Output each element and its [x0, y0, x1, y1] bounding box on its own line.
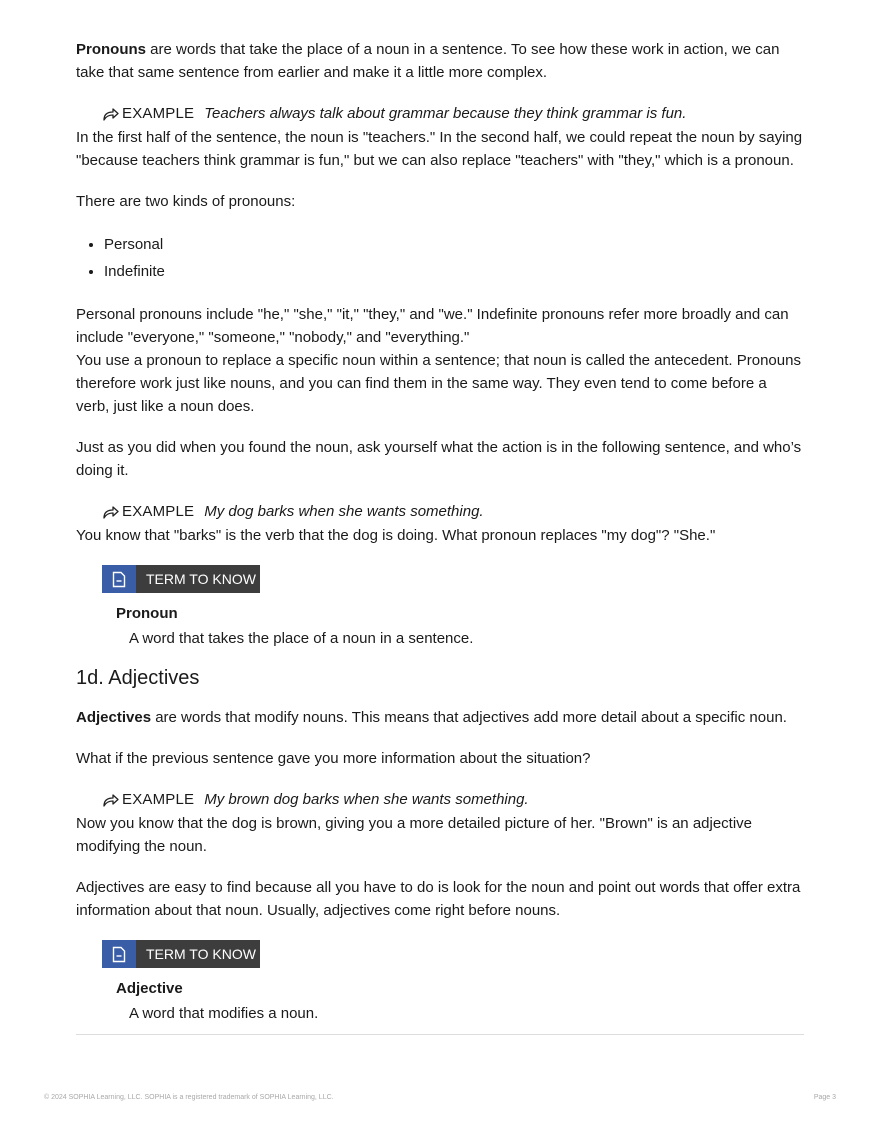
example-2	[102, 500, 804, 524]
page-content	[76, 38, 804, 1025]
adjectives-term: Adjectives	[76, 709, 152, 726]
share-arrow-icon	[102, 106, 120, 122]
document-icon	[112, 946, 126, 963]
term-to-know-label: TERM TO KNOW	[136, 565, 260, 593]
paragraph-barks: You know that "barks" is the verb that the dog is doing. What pronoun replaces "my dog"? "She."	[76, 527, 716, 544]
paragraph-brown: Now you know that the dog is brown, giving you a more detailed picture of her. "Brown" is an adjective modifying the noun.	[76, 815, 753, 855]
paragraph-two-kinds: There are two kinds of pronouns:	[76, 193, 296, 210]
paragraph-personal: Personal pronouns include "he," "she," "it," "they," and "we." Indefinite pronouns refer more broadly and can include "everyone," "someone," "nobody," and "everything."	[76, 306, 789, 346]
example-label: EXAMPLE	[122, 791, 195, 808]
section-heading: 1d. Adjectives	[76, 667, 200, 689]
pronouns-intro: Pronouns are words that take the place of a noun in a sentence. To see how these work in action, we can take that same sentence from earlier and make it a little more complex.	[76, 41, 780, 81]
paragraph-easy: Adjectives are easy to find because all you have to do is look for the noun and point out words that offer extra information about that noun. Usually, adjectives come right before nouns.	[76, 879, 801, 919]
term-definition: A word that takes the place of a noun in a sentence.	[129, 630, 474, 647]
term-to-know-adjective	[102, 940, 804, 1025]
example-1	[102, 102, 804, 126]
paragraph-first-half: In the first half of the sentence, the noun is "teachers." In the second half, we could repeat the noun by saying "because teachers think grammar is fun," but we can also replace "teachers" with "they," which is a pronoun.	[76, 129, 803, 169]
divider	[76, 1034, 804, 1035]
example-text: Teachers always talk about grammar because they think grammar is fun.	[204, 105, 687, 122]
pronoun-kinds-list	[76, 231, 804, 285]
term-name: Pronoun	[116, 605, 178, 622]
example-label: EXAMPLE	[122, 503, 195, 520]
term-to-know-badge	[102, 565, 260, 593]
list-item: • Personal	[104, 231, 804, 258]
pronouns-term: Pronouns	[76, 41, 146, 58]
term-to-know-label: TERM TO KNOW	[136, 940, 260, 968]
example-text: My brown dog barks when she wants something.	[204, 791, 529, 808]
paragraph-what-if: What if the previous sentence gave you more information about the situation?	[76, 750, 591, 767]
adjectives-intro: Adjectives are words that modify nouns. This means that adjectives add more detail about a specific noun.	[76, 709, 787, 726]
term-to-know-badge	[102, 940, 260, 968]
paragraph-just-as: Just as you did when you found the noun, ask yourself what the action is in the following sentence, and who’s doing it.	[76, 439, 802, 479]
term-to-know-pronoun	[102, 565, 804, 650]
footer-copyright: © 2024 SOPHIA Learning, LLC. SOPHIA is a registered trademark of SOPHIA Learning, LLC.	[44, 1094, 334, 1101]
paragraph-antecedent: You use a pronoun to replace a specific noun within a sentence; that noun is called the antecedent. Pronouns therefore work just like nouns, and you can find them in the same way. They even tend to come before a verb, just like a noun does.	[76, 352, 801, 415]
example-text: My dog barks when she wants something.	[204, 503, 484, 520]
document-icon	[112, 571, 126, 588]
example-3	[102, 788, 804, 812]
share-arrow-icon	[102, 504, 120, 520]
term-definition: A word that modifies a noun.	[129, 1005, 319, 1022]
share-arrow-icon	[102, 792, 120, 808]
list-item: • Indefinite	[104, 258, 804, 285]
footer-page-number: Page 3	[813, 1094, 836, 1101]
example-label: EXAMPLE	[122, 105, 195, 122]
term-name: Adjective	[116, 980, 183, 997]
